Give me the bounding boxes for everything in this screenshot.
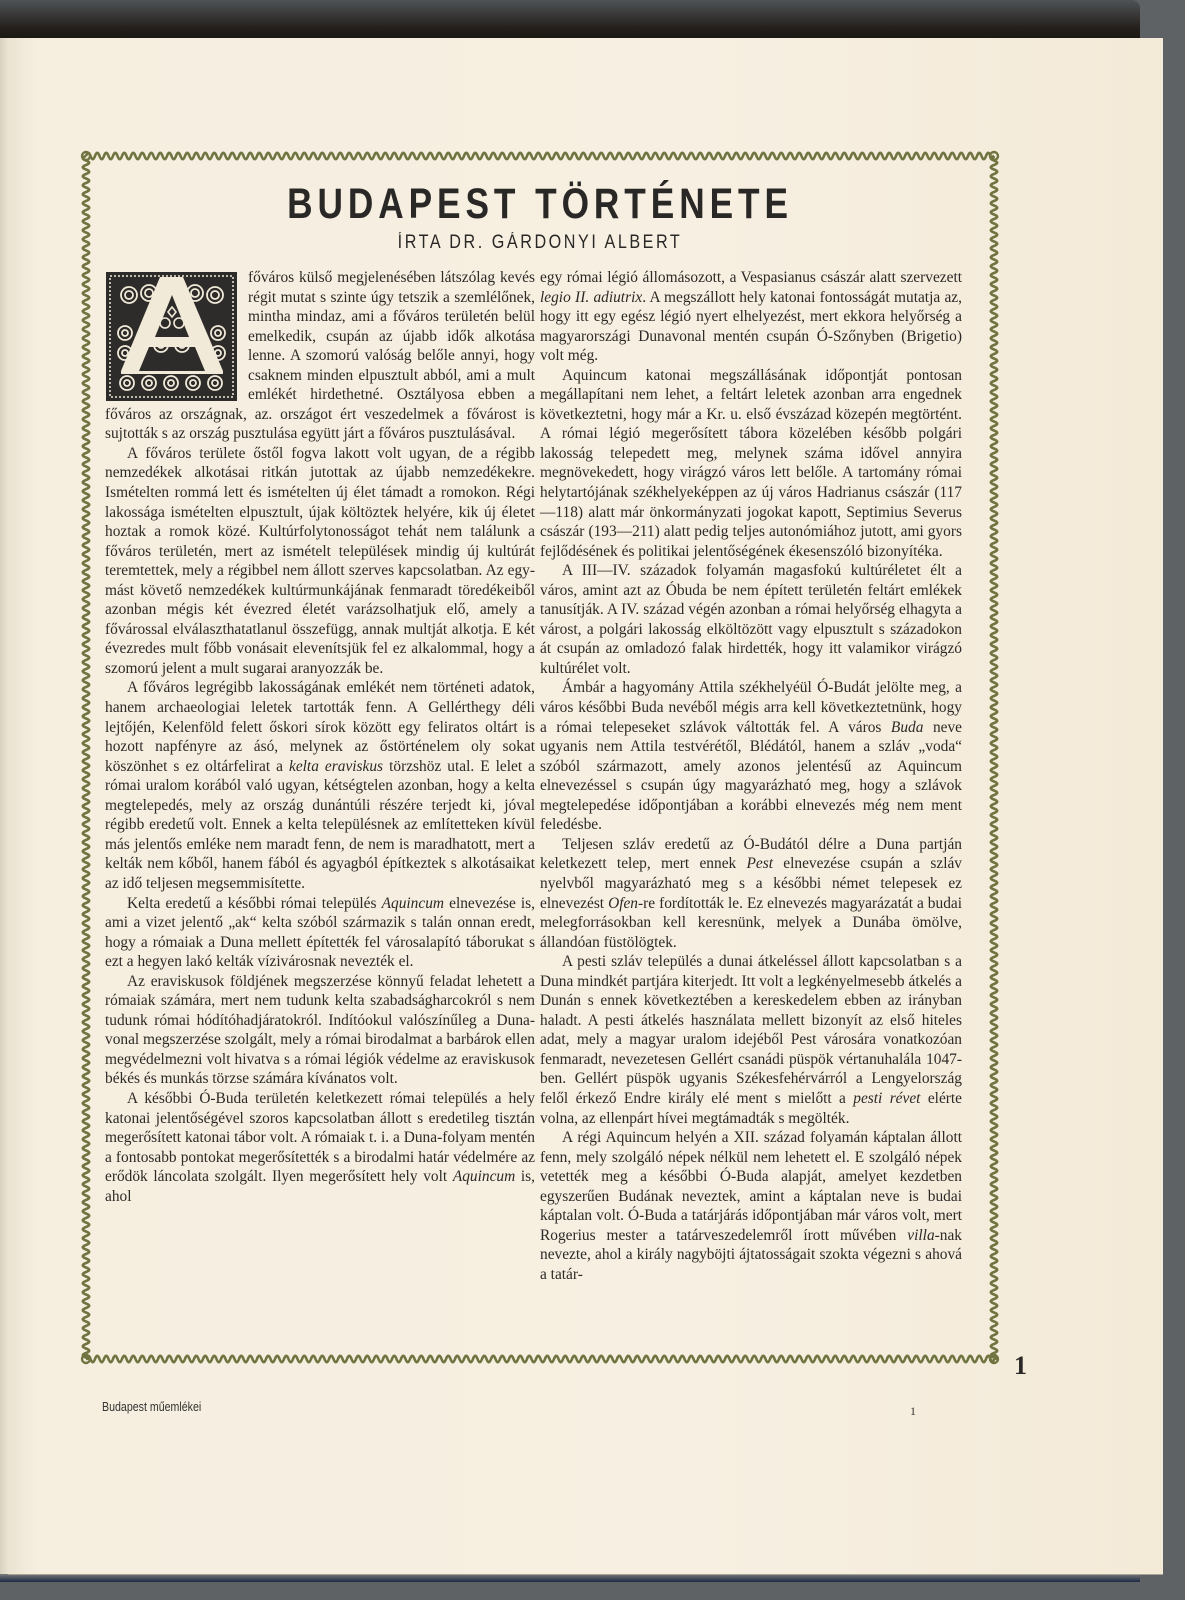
paragraph-text: A későbbi Ó-Buda területén keletkezett római település a hely katonai jelentőségével szoros kapcsolatban állott s eredetileg tisztán megerősített katonai tábor volt. A rómaiak t. i. a Duna-folyam mentén a fontosabb pontokat megerősítették s a birodalmi határ védelmére az erődök láncolata szolgált. Ilyen megerősített hely volt (105, 1089, 535, 1186)
italic-term: Aquincum (452, 1168, 516, 1186)
left-column (105, 268, 535, 1206)
paragraph-text: is, ahol (105, 1168, 535, 1205)
italic-term: kelta eraviskus (288, 757, 384, 775)
book-cover-top (0, 0, 1140, 40)
paragraph-text: A pesti szláv település a dunai átkeléssel állott kapcsolatban s a Duna mindkét partjára kiterjedt. Itt volt a legkényelmesebb átkelés a Dunán s ennek következtében a kereskedelem ebben az irányban haladt. A pesti átkelés használata mellett bizonyít az első hiteles adat, mely a magyar uralom idejéből Pest városára vonatkozóan fenmaradt, nevezetesen Gellért csanádi püspök vértanuhalála 1047-ben. Gellért püspök ugyanis Székesfehérvárról a Lengyelország felől érkező Endre király elé ment s mielőtt a (540, 953, 962, 1107)
italic-term: villa (907, 1226, 935, 1244)
paragraph (540, 1128, 962, 1284)
paragraph-text: A főváros legrégibb lakosságának emlékét nem történeti adatok, hanem archaeologiai leletek tartották fenn. A Gellérthegy déli lejtőjén, Kelenföld felett őskori sírok között egy feliratos oltárt is hozott napfényre az ásó, melynek az őstörténelem oly sokat köszönhet s ez oltárfelirat a (105, 679, 535, 775)
italic-term: Aquincum (381, 894, 445, 912)
signature-mark: Budapest műemlékei (102, 1400, 202, 1414)
border-wave (991, 156, 997, 1359)
page-title: BUDAPEST TÖRTÉNETE (287, 180, 793, 228)
paragraph: A III—IV. századok folyamán magasfokú kultúréletet élt a város, amint azt az Óbuda be nem épített területén feltárt emlékek tanusítják. A IV. század végén azonban a római helyőrség elhagyta a várost, a polgári lakosság elköltözött vagy elpusztult s századokon át csupán az omladozó falak hirdették, hogy itt valamikor virágzó kultúrélet volt. (540, 562, 962, 677)
border-wave (86, 153, 994, 159)
paragraph-text: elnevezése csupán a szláv nyelvből magyarázható meg s a későbbi német telepesek ez elnevezést (540, 855, 962, 912)
italic-term: Ofen (608, 894, 638, 912)
paragraph-text: elérte volna, az ellenpárt hívei megtámadták s megölték. (540, 1089, 963, 1127)
ornamental-initial-a-icon (105, 271, 238, 402)
paragraph-text: -nak nevezte, ahol a király nagyböjti ájtatosságait szokta végezni s ahová a tatár- (540, 1226, 962, 1283)
paragraph: Aquincum katonai megszállásának időpontját pontosan megállapítani nem lehet, a feltárt leletek azonban arra engednek következtetni, hogy már a Kr. u. első évszázad közepén megtörtént. A római légió megerősített tábora közelében később polgári lakosság telepedett meg, melynek száma idővel annyira megnövekedett, hogy virágzó város lett belőle. A tartomány római helytartójának székhelyeképpen az új város Hadrianus császár (117—118) alatt már önkormányzati jogokat kapott, Septimius Severus császár (193—211) alatt pedig teljes autonómiához jutott, ami gyors fejlődésének és politikai jelentőségének ékesenszóló bizonyítéka. (540, 366, 962, 560)
paragraph (105, 894, 535, 972)
paragraph-text: Teljesen szláv eredetű az Ó-Budától délre a Duna partján keletkezett telep, mert ennek (540, 835, 962, 873)
paragraph-text: neve ugyanis nem Attila testvérétől, Blédától, hanem a szláv „voda“ szóból származott, amely azonos jelentésű az Aquincum elnevezéssel s csupán úgy magyarázható meg, hogy a szlávok megtelepedése időpontjában a korábbi elnevezés még nem ment feledésbe. (540, 718, 962, 834)
page-number: 1 (1014, 1351, 1027, 1380)
paragraph: Az eraviskusok földjének megszerzése könnyű feladat lehetett a rómaiak számára, mert nem tudunk kelta szabadságharcokról s nem tudunk római hódítóhadjáratokról. Indítóokul valószínűleg a Duna-vonal megszerzése szolgált, mely a római birodalmat a barbárok ellen megvédelmezni volt hivatva s a római légiók védelme az eraviskusok békés és munkás törzse számára kívánatos volt. (105, 972, 535, 1088)
italic-term: legio II. adiutrix (540, 288, 643, 306)
border-wave (86, 1356, 994, 1362)
paragraph-text: törzshöz utal. E lelet a római uralom korából való ugyan, kétségtelen azonban, hogy a kelta megtelepedés, mely az ország dunántúli részére terjedt ki, jóval régibb eredetű volt. Ennek a kelta településnek az említetteken kívül más jelentős emléke nem maradt fenn, de nem is maradhatott, mert a kelták nem kőből, hanem fából és agyagból építkeztek s alkotásaikat az idő teljesen megsemmisítette. (105, 757, 535, 892)
paragraph-text: -re fordították le. Ez elnevezés magyarázatát a budai melegforrásokban kell keresnünk, melyek a Dunába ömölve, állandóan füstölögtek. (540, 894, 963, 951)
signature-number: 1 (910, 1404, 916, 1418)
paragraph-text: Kelta eredetű a későbbi római település (127, 894, 382, 912)
paragraph (105, 678, 535, 893)
italic-term: pesti révet (853, 1089, 921, 1107)
author-byline: ÍRTA DR. GÁRDONYI ALBERT (397, 232, 683, 253)
right-column (540, 268, 962, 1284)
paragraph (105, 1089, 535, 1206)
paragraph-text: . A megszállott hely katonai fontosságát mutatja az, hogy itt egy egész légió nyert elhelyezést, mert ekkora helyőrség a magyarországi Dunavonal mentén csupán Ó-Szőnyben (Brigetio) volt még. (540, 288, 962, 365)
paragraph-text: Ámbár a hagyomány Attila székhelyéül Ó-Budát jelölte meg, a város későbbi Buda nevéből mégis arra kell következtetnünk, hogy a római telepeseket szlávok váltották fel. A város (540, 679, 962, 736)
paragraph-text: A régi Aquincum helyén a XII. század folyamán káptalan állott fenn, mely szolgáló népek nélkül nem lehetett el. E szolgáló népek vetették meg a későbbi Ó-Buda alapját, amelyet kezdetben egyszerűen Budának neveztek, amint a káptalan neve is budai káptalan volt. Ó-Buda a tatárjárás időpontjában már város volt, mert Rogerius mester a tatárveszedelemről írott művében (540, 1129, 962, 1244)
paragraph-text: egy római légió állomásozott, a Vespasianus császár alatt szervezett (540, 269, 962, 286)
paragraph (540, 952, 962, 1128)
paragraph: A főváros területe őstől fogva lakott volt ugyan, de a régibb nemzedékek alkotásai ritkán jutottak az újabb nemzedékekre. Ismételten rommá lett és ismételten új élet támadt a romokon. Régi lakossága ismételten elpusztult, újak költöztek helyére, kik új életet hoztak a romok közé. Kultúrfolytonosságot tehát nem találunk a főváros területén, mert az ismételt települések mindig új kultúrát teremtettek, mely a régibbel nem állott szerves kapcsolatban. Az egymást követő nemzedékek kultúrmunkájának fenmaradt töredékeiből azonban mégis két évezred életét varázsolhatjuk elő, amely a fővárossal elválaszthatatlanul összefügg, annak multját alkotja. E két évezredes mult főbb vonásait elevenítsjük fel ez alkalommal, hogy a szomorú jelent a mult sugarai aranyozzák be. (105, 444, 535, 677)
border-wave (83, 156, 89, 1359)
paragraph (105, 268, 535, 444)
paragraph (540, 835, 962, 952)
paragraph-text: főváros külső megjelenésében látszólag kevés régit mutat s szinte úgy tetszik a szemlélőnek, mintha mindaz, ami a főváros területén belül emelkedik, csupán az újabb idők alkotása lenne. A szomorú valóság belőle annyi, hogy csaknem minden elpusztult abból, ami a mult emlékét hirdethetné. Osztályosa ebben a főváros az országnak, az. országot ért veszedelmek a fővárost is sujtották s az ország pusztulása együtt járt a főváros pusztulásával. (105, 269, 535, 443)
paragraph-text: elnevezése is, ami a vizet jelentő „ak“ kelta szóból származik s talán onnan eredt, hogy a rómaiak a Duna mellett építették fel városalapító táborukat s ezt a hegyen lakó kelták vízivárosnak nevezték el. (105, 894, 535, 971)
paragraph (540, 268, 962, 366)
paragraph (540, 678, 962, 834)
italic-term: Pest (746, 855, 774, 873)
italic-term: Buda (890, 718, 924, 736)
